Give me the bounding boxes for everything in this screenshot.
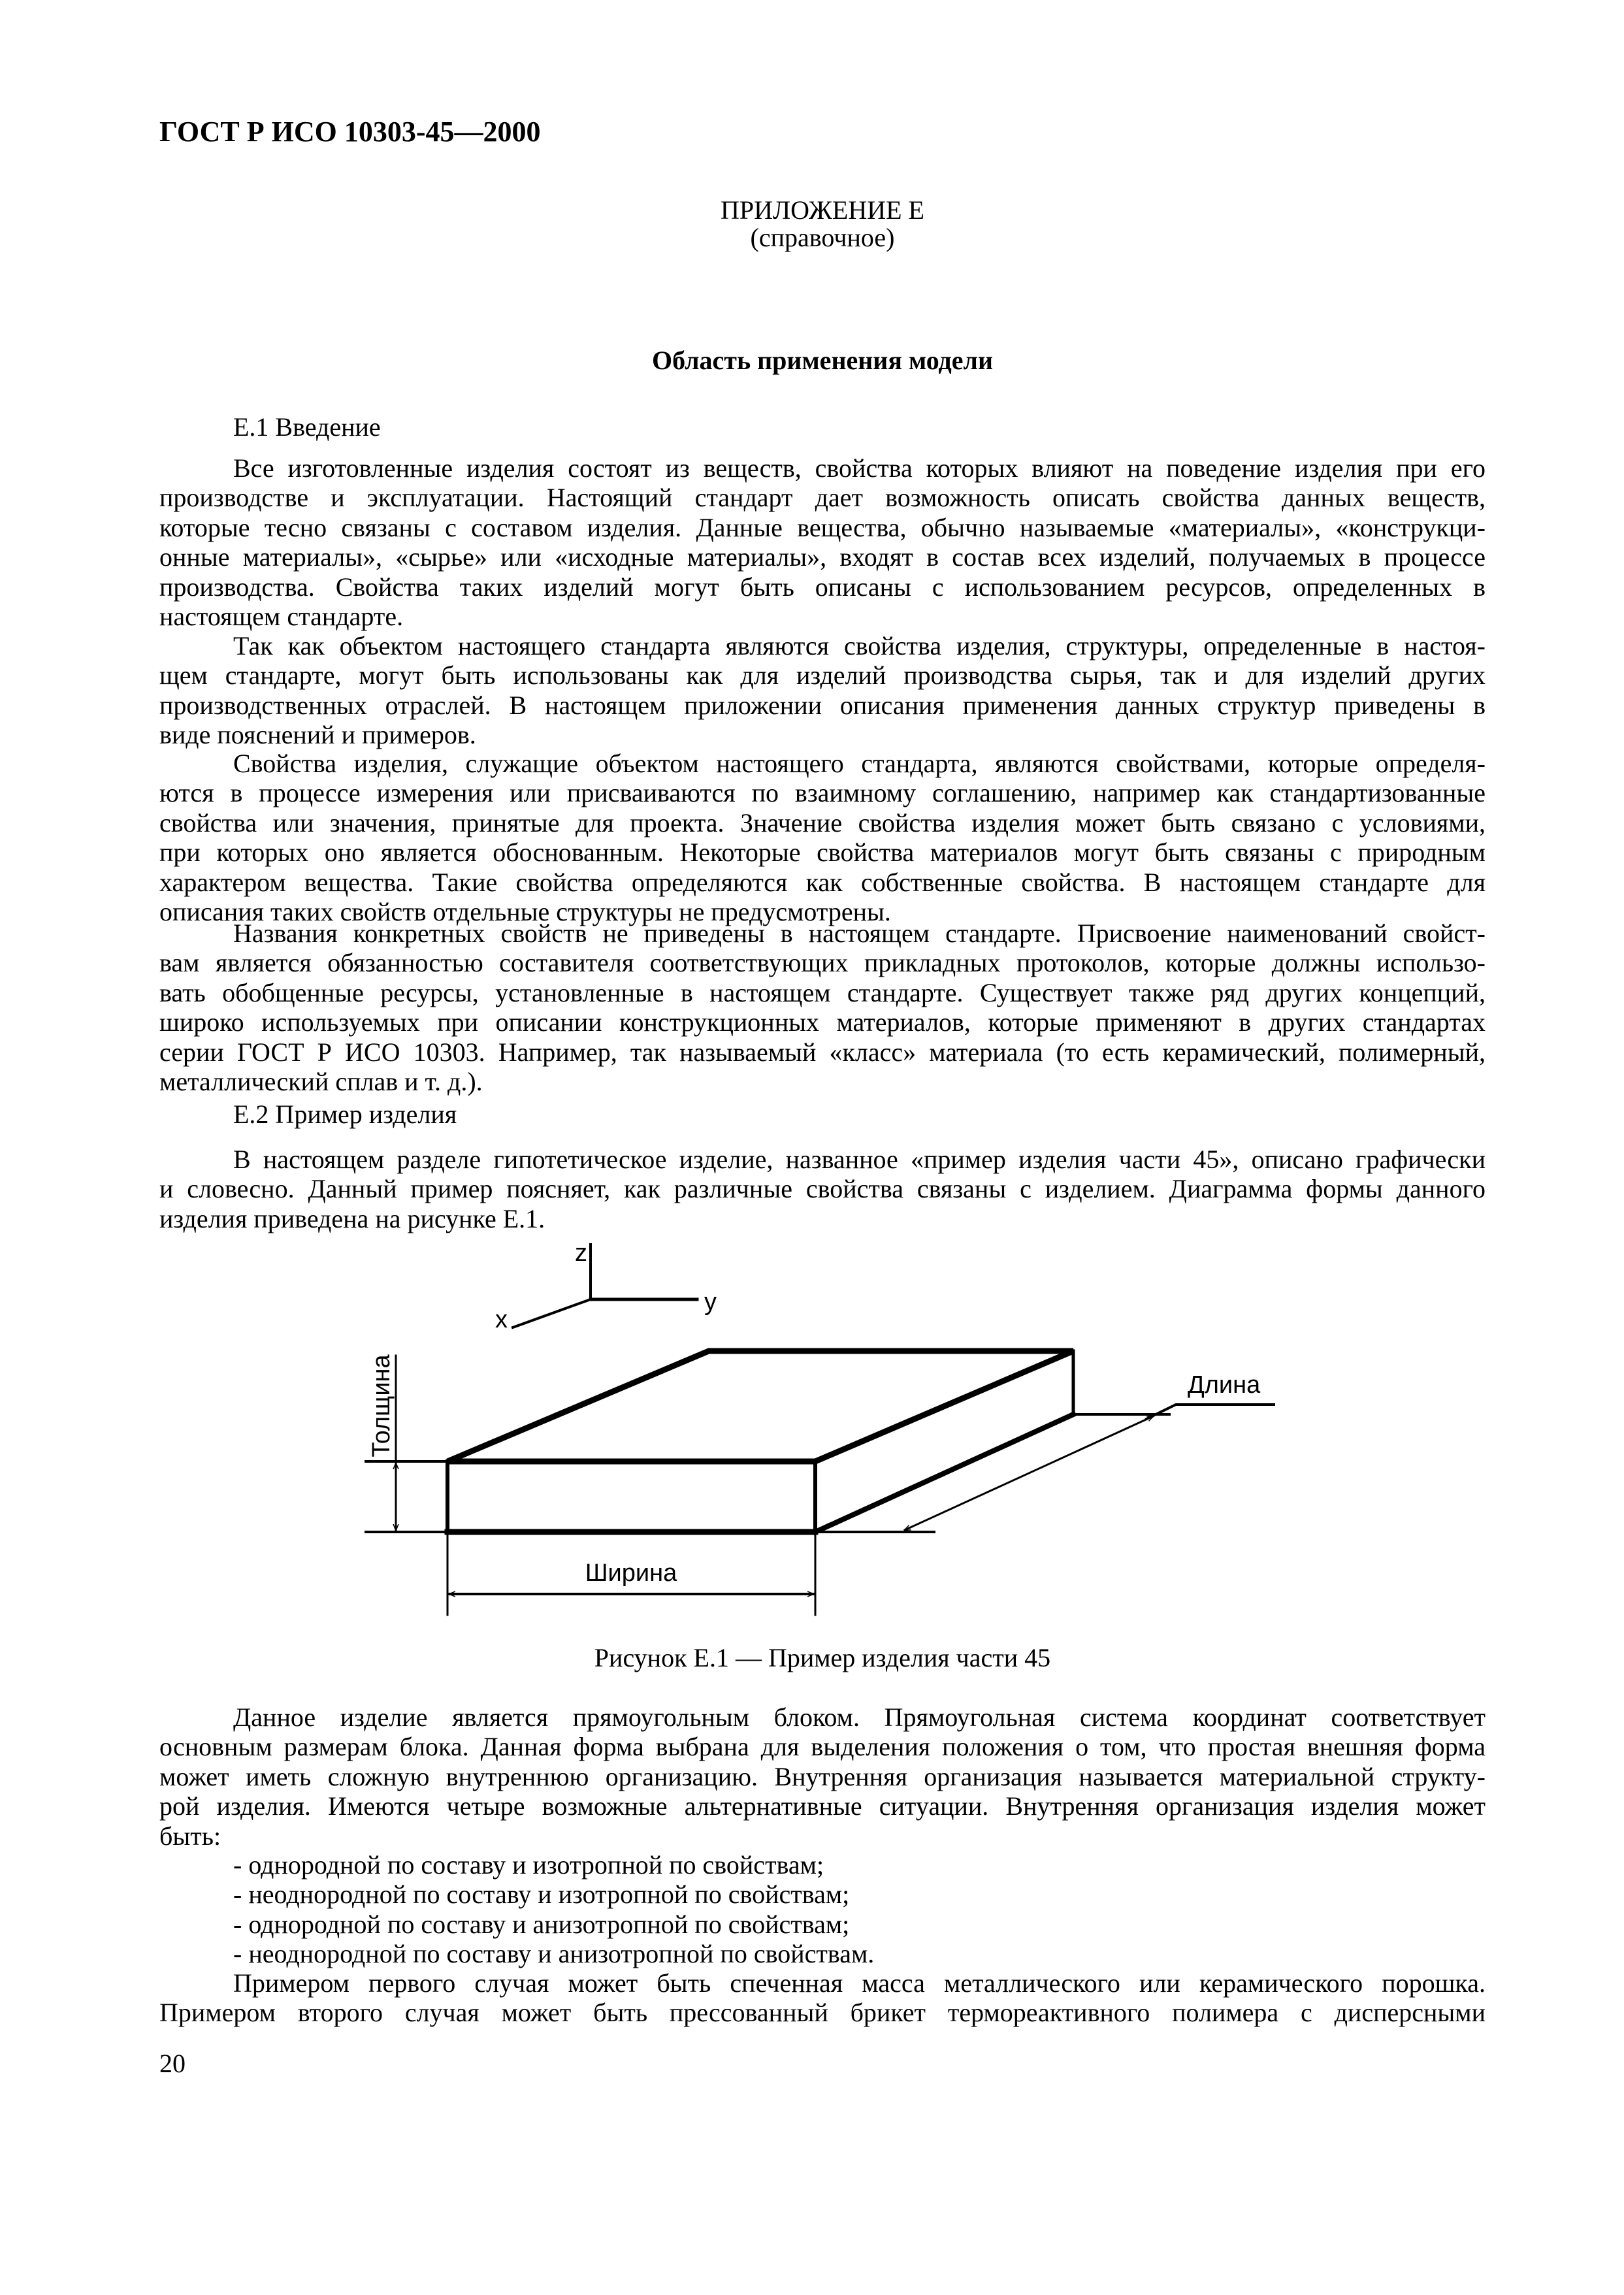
text-line: производстве и эксплуатации. Настоящий стандарт дает возможность описать свойства данных веществ, <box>159 483 1486 513</box>
block-top-face <box>447 1351 1073 1461</box>
text-line: Данное изделие является прямоугольным блоком. Прямоугольная система координат соответствует <box>233 1702 1486 1732</box>
text-line: быть: <box>159 1821 221 1851</box>
paragraph <box>159 1968 1486 2028</box>
text-line: рой изделия. Имеются четыре возможные альтернативные ситуации. Внутренняя организация изделия может <box>159 1791 1486 1821</box>
bullet-list <box>159 1850 1486 1969</box>
text-line: щем стандарте, могут быть использованы как для изделий производства сырья, так и для изделий других <box>159 660 1486 691</box>
text-line: виде пояснений и примеров. <box>159 720 476 750</box>
section-heading-e1: Е.1 Введение <box>233 412 381 442</box>
thickness-label: Толщина <box>368 1354 395 1457</box>
list-item: - однородной по составу и изотропной по свойствам; <box>233 1850 824 1880</box>
text-line: изделия приведена на рисунке Е.1. <box>159 1203 545 1233</box>
width-label: Ширина <box>585 1559 677 1587</box>
text-line: Все изготовленные изделия состоят из веществ, свойства которых влияют на поведение изделия при его <box>233 453 1486 483</box>
text-line: Примером первого случая может быть спеченная масса металлического или керамического порошка. <box>233 1968 1486 1998</box>
text-line: онные материалы», «сырье» или «исходные материалы», входят в состав всех изделий, получаемых в процессе <box>159 542 1486 572</box>
text-line: металлический сплав и т. д.). <box>159 1067 483 1097</box>
text-line: Названия конкретных свойств не приведены в настоящем стандарте. Присвоение наименований свойст- <box>233 919 1486 948</box>
figure-caption: Рисунок Е.1 — Пример изделия части 45 <box>594 1643 1051 1672</box>
text-line: широко используемых при описании конструкционных материалов, которые применяют в других стандартах <box>159 1007 1486 1037</box>
text-line: Примером второго случая может быть прессованный брикет термореактивного полимера с дисперсными <box>159 1998 1486 2028</box>
axis-z-label: z <box>575 1239 587 1267</box>
text-line: при которых оно является обоснованным. Некоторые свойства материалов могут быть связаны с природным <box>159 838 1486 868</box>
length-leader <box>1146 1405 1274 1419</box>
text-line: серии ГОСТ Р ИСО 10303. Например, так называемый «класс» материала (то есть керамический, полимерный, <box>159 1037 1486 1067</box>
x-axis <box>513 1299 591 1327</box>
text-line: Так как объектом настоящего стандарта являются свойства изделия, структуры, определенные в настоя- <box>233 631 1486 660</box>
text-line: основным размерам блока. Данная форма выбрана для выделения положения о том, что простая внешняя форма <box>159 1732 1486 1762</box>
length-label: Длина <box>1188 1371 1261 1399</box>
text-line: вам является обязанностью составителя соответствующих прикладных протоколов, которые должны использо- <box>159 948 1486 978</box>
text-line: настоящем стандарте. <box>159 602 404 632</box>
section-title: Область применения модели <box>651 346 994 375</box>
paragraph <box>159 1702 1486 1851</box>
annex-subtitle: (справочное) <box>750 223 895 252</box>
text-line: вать обобщенные ресурсы, установленные в настоящем стандарте. Существует также ряд других концепций, <box>159 977 1486 1007</box>
annex-title: ПРИЛОЖЕНИЕ Е <box>721 195 924 225</box>
text-line: может иметь сложную внутреннюю организацию. Внутренняя организация называется материальной структу- <box>159 1761 1486 1791</box>
page-number: 20 <box>159 2049 186 2078</box>
document-header: ГОСТ Р ИСО 10303-45—2000 <box>159 116 541 148</box>
text-line: описания таких свойств отдельные структуры не предусмотрены. <box>159 897 891 927</box>
block-front-face <box>447 1461 815 1532</box>
text-line: В настоящем разделе гипотетическое изделие, названное «пример изделия части 45», описано графически <box>233 1145 1486 1174</box>
text-line: Свойства изделия, служащие объектом настоящего стандарта, являются свойствами, которые определя- <box>233 749 1486 778</box>
text-line: характером вещества. Такие свойства определяются как собственные свойства. В настоящем стандарте для <box>159 867 1486 897</box>
text-line: ются в процессе измерения или присваиваются по взаимному соглашению, например как стандартизованные <box>159 778 1486 808</box>
text-line: которые тесно связаны с составом изделия. Данные вещества, обычно называемые «материалы», «конструкци- <box>159 512 1486 542</box>
text-line: производственных отраслей. В настоящем приложении описания применения данных структур приведены в <box>159 690 1486 720</box>
text-line: и словесно. Данный пример поясняет, как различные свойства связаны с изделием. Диаграмма формы данного <box>159 1174 1486 1204</box>
section-heading-e2: Е.2 Пример изделия <box>233 1099 457 1129</box>
text-line: производства. Свойства таких изделий могут быть описаны с использованием ресурсов, определенных в <box>159 572 1486 602</box>
text-line: свойства или значения, принятые для проекта. Значение свойства изделия может быть связано с условиями, <box>159 807 1486 838</box>
axis-x-label: x <box>495 1306 508 1333</box>
list-item: - неоднородной по составу и анизотропной по свойствам. <box>233 1939 875 1969</box>
list-item: - однородной по составу и анизотропной по свойствам; <box>233 1909 850 1939</box>
list-item: - неоднородной по составу и изотропной по свойствам; <box>233 1880 850 1910</box>
axis-y-label: y <box>704 1288 717 1316</box>
block-right-bottom-edge <box>815 1414 1073 1532</box>
